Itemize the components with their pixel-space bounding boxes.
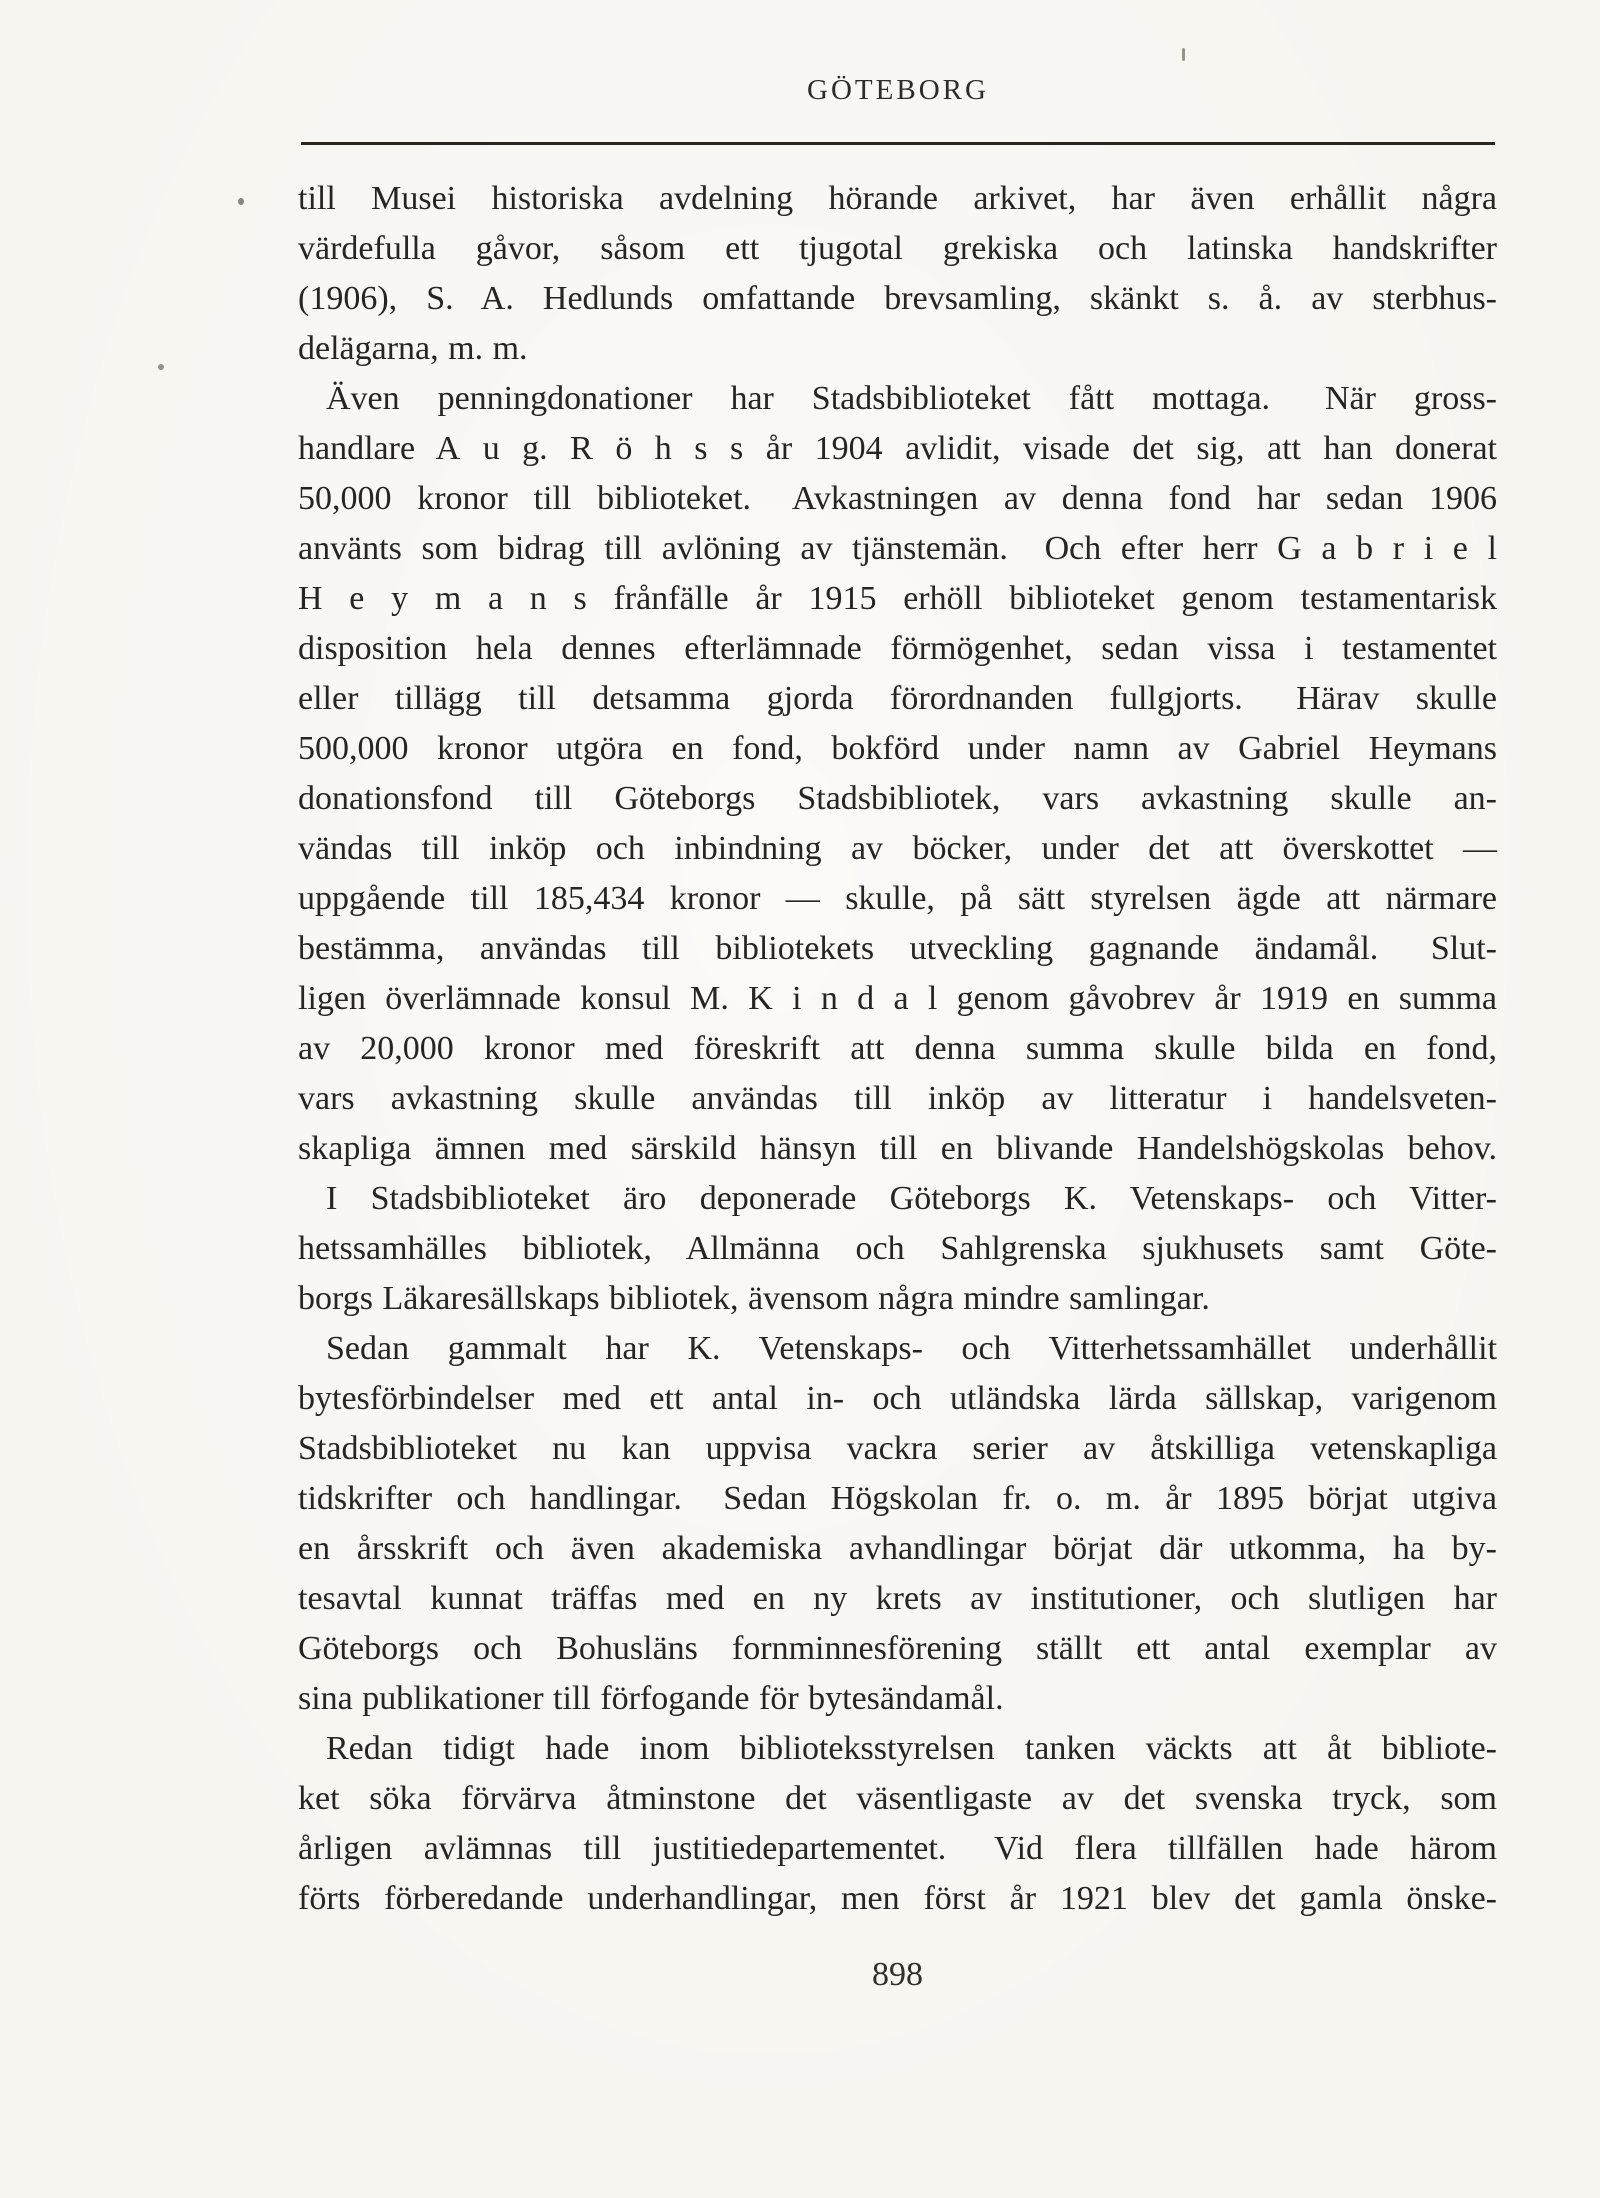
text-line: ligen överlämnade konsul M. K i n d a l genom gåvobrev år 1919 en summa	[298, 980, 1497, 1017]
text-line: 500,000 kronor utgöra en fond, bokförd under namn av Gabriel Heymans	[298, 730, 1497, 767]
text-line: vändas till inköp och inbindning av böcker, under det att överskottet —	[298, 830, 1497, 867]
text-line: av 20,000 kronor med föreskrift att denna summa skulle bilda en fond,	[298, 1030, 1497, 1067]
text-line: bytesförbindelser med ett antal in- och utländska lärda sällskap, varigenom	[298, 1380, 1497, 1417]
page-number: 898	[872, 1956, 923, 1993]
text-line: Redan tidigt hade inom biblioteksstyrelsen tanken väckts att åt bibliote-	[326, 1730, 1497, 1767]
text-line: eller tillägg till detsamma gjorda förordnanden fullgjorts. Härav skulle	[298, 680, 1497, 717]
text-line: Även penningdonationer har Stadsbiblioteket fått mottaga. När gross-	[326, 380, 1497, 417]
scan-speck	[1182, 48, 1185, 61]
text-line: tesavtal kunnat träffas med en ny krets av institutioner, och slutligen har	[298, 1580, 1497, 1617]
text-line: årligen avlämnas till justitiedepartementet. Vid flera tillfällen hade härom	[298, 1830, 1497, 1867]
text-line: I Stadsbiblioteket äro deponerade Göteborgs K. Vetenskaps- och Vitter-	[326, 1180, 1497, 1217]
text-line: en årsskrift och även akademiska avhandlingar börjat där utkomma, ha by-	[298, 1530, 1497, 1567]
text-line: till Musei historiska avdelning hörande arkivet, har även erhållit några	[298, 180, 1497, 217]
text-line: tidskrifter och handlingar. Sedan Högskolan fr. o. m. år 1895 börjat utgiva	[298, 1480, 1497, 1517]
scan-speck	[238, 198, 244, 205]
text-line: använts som bidrag till avlöning av tjänstemän. Och efter herr G a b r i e l	[298, 530, 1497, 567]
body-text	[298, 174, 1497, 1924]
text-line: Göteborgs och Bohusläns fornminnesförening ställt ett antal exemplar av	[298, 1630, 1497, 1667]
text-line: värdefulla gåvor, såsom ett tjugotal grekiska och latinska handskrifter	[298, 230, 1497, 267]
text-line: donationsfond till Göteborgs Stadsbibliotek, vars avkastning skulle an-	[298, 780, 1497, 817]
text-line: delägarna, m. m.	[298, 330, 528, 367]
text-line: skapliga ämnen med särskild hänsyn till en blivande Handelshögskolas behov.	[298, 1130, 1497, 1167]
text-line: vars avkastning skulle användas till inköp av litteratur i handelsveten-	[298, 1080, 1497, 1117]
text-line: ket söka förvärva åtminstone det väsentligaste av det svenska tryck, som	[298, 1780, 1497, 1817]
text-line: disposition hela dennes efterlämnade förmögenhet, sedan vissa i testamentet	[298, 630, 1497, 667]
text-line: borgs Läkaresällskaps bibliotek, ävensom några mindre samlingar.	[298, 1280, 1210, 1317]
text-line: förts förberedande underhandlingar, men först år 1921 blev det gamla önske-	[298, 1880, 1497, 1917]
text-line: Sedan gammalt har K. Vetenskaps- och Vitterhetssamhället underhållit	[326, 1330, 1497, 1367]
text-line: H e y m a n s frånfälle år 1915 erhöll biblioteket genom testamentarisk	[298, 580, 1497, 617]
running-head: GÖTEBORG	[807, 74, 989, 106]
text-line: Stadsbiblioteket nu kan uppvisa vackra serier av åtskilliga vetenskapliga	[298, 1430, 1497, 1467]
text-line: hetssamhälles bibliotek, Allmänna och Sahlgrenska sjukhusets samt Göte-	[298, 1230, 1497, 1267]
text-line: bestämma, användas till bibliotekets utveckling gagnande ändamål. Slut-	[298, 930, 1497, 967]
header-rule	[301, 142, 1495, 145]
text-line: (1906), S. A. Hedlunds omfattande brevsamling, skänkt s. å. av sterbhus-	[298, 280, 1497, 317]
text-line: 50,000 kronor till biblioteket. Avkastningen av denna fond har sedan 1906	[298, 480, 1497, 517]
scan-speck	[158, 364, 164, 370]
text-line: sina publikationer till förfogande för bytesändamål.	[298, 1680, 1004, 1717]
text-line: uppgående till 185,434 kronor — skulle, på sätt styrelsen ägde att närmare	[298, 880, 1497, 917]
text-line: handlare A u g. R ö h s s år 1904 avlidit, visade det sig, att han donerat	[298, 430, 1497, 467]
